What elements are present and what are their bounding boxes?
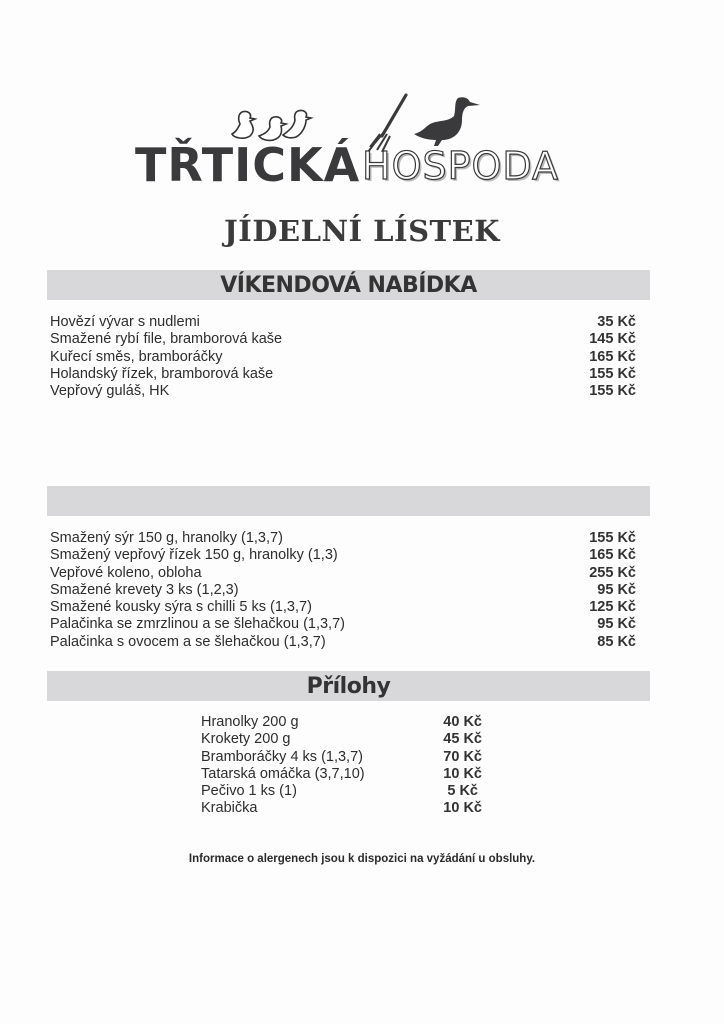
- item-price: 255 Kč: [589, 564, 636, 581]
- item-name: Tatarská omáčka (3,7,10): [201, 765, 365, 782]
- item-price: 45 Kč: [443, 731, 482, 748]
- menu-item: [50, 547, 636, 564]
- menu-item: [50, 634, 636, 651]
- menu-item: [201, 749, 482, 766]
- item-name: Smažené kousky sýra s chilli 5 ks (1,3,7): [50, 599, 312, 616]
- menu-item: [50, 616, 636, 633]
- sides-menu-list: [201, 714, 482, 818]
- item-price: 10 Kč: [443, 765, 482, 782]
- restaurant-logo: [130, 92, 590, 192]
- logo-sub-text: HOSPODA: [362, 144, 560, 188]
- item-name: Hovězí vývar s nudlemi: [50, 314, 200, 330]
- page-title: JÍDELNÍ LÍSTEK: [224, 214, 500, 248]
- menu-item: [50, 349, 636, 366]
- item-price: 5 Kč: [447, 783, 478, 800]
- menu-item: [201, 800, 482, 817]
- menu-item: [50, 383, 636, 400]
- menu-item: [201, 766, 482, 783]
- item-price: 165 Kč: [589, 547, 636, 564]
- item-name: Smažený vepřový řízek 150 g, hranolky (1,3): [50, 547, 338, 564]
- section-heading-blank: [47, 486, 650, 516]
- item-name: Kuřecí směs, bramboráčky: [50, 348, 223, 365]
- item-name: Holandský řízek, bramborová kaše: [50, 365, 274, 382]
- duck-icon: [412, 94, 484, 150]
- menu-item: [50, 331, 636, 348]
- item-name: Pečivo 1 ks (1): [201, 783, 297, 800]
- item-price: 10 Kč: [443, 800, 482, 817]
- item-price: 145 Kč: [589, 331, 636, 348]
- menu-item: [201, 731, 482, 748]
- menu-item: [201, 783, 482, 800]
- item-name: Palačinka s ovocem a se šlehačkou (1,3,7): [50, 633, 326, 650]
- item-name: Smažený sýr 150 g, hranolky (1,3,7): [50, 530, 283, 546]
- item-price: 70 Kč: [443, 748, 482, 765]
- menu-item: [50, 530, 636, 547]
- menu-item: [50, 565, 636, 582]
- weekend-menu-list: [50, 314, 636, 400]
- duckling-icon: [280, 108, 314, 142]
- main-menu-list: [50, 530, 636, 651]
- section-heading-text: VÍKENDOVÁ NABÍDKA: [220, 273, 477, 298]
- menu-item: [201, 714, 482, 731]
- item-name: Smažené rybí file, bramborová kaše: [50, 331, 283, 348]
- item-name: Krabička: [201, 800, 258, 817]
- item-price: 95 Kč: [597, 616, 636, 633]
- menu-item: [50, 314, 636, 331]
- item-name: Vepřové koleno, obloha: [50, 564, 202, 581]
- item-price: 165 Kč: [589, 348, 636, 365]
- item-name: Palačinka se zmrzlinou a se šlehačkou (1,3,7): [50, 616, 345, 633]
- menu-item: [50, 599, 636, 616]
- item-name: Vepřový guláš, HK: [50, 383, 170, 400]
- item-price: 155 Kč: [589, 530, 636, 546]
- logo-main-text: TŘTICKÁ: [135, 138, 361, 192]
- item-price: 95 Kč: [597, 581, 636, 598]
- item-name: Smažené krevety 3 ks (1,2,3): [50, 581, 239, 598]
- item-name: Bramboráčky 4 ks (1,3,7): [201, 748, 363, 765]
- item-name: Krokety 200 g: [201, 731, 291, 748]
- item-price: 155 Kč: [589, 365, 636, 382]
- item-price: 85 Kč: [597, 633, 636, 650]
- menu-item: [50, 582, 636, 599]
- item-price: 35 Kč: [597, 314, 636, 330]
- item-price: 40 Kč: [443, 714, 482, 730]
- item-price: 155 Kč: [589, 383, 636, 400]
- menu-item: [50, 366, 636, 383]
- item-name: Hranolky 200 g: [201, 714, 299, 730]
- section-heading-sides: [47, 671, 650, 701]
- section-heading-text: Přílohy: [306, 674, 391, 699]
- section-heading-weekend: [47, 270, 650, 300]
- item-price: 125 Kč: [589, 599, 636, 616]
- allergen-note: Informace o alergenech jsou k dispozici na vyžádání u obsluhy.: [188, 853, 536, 865]
